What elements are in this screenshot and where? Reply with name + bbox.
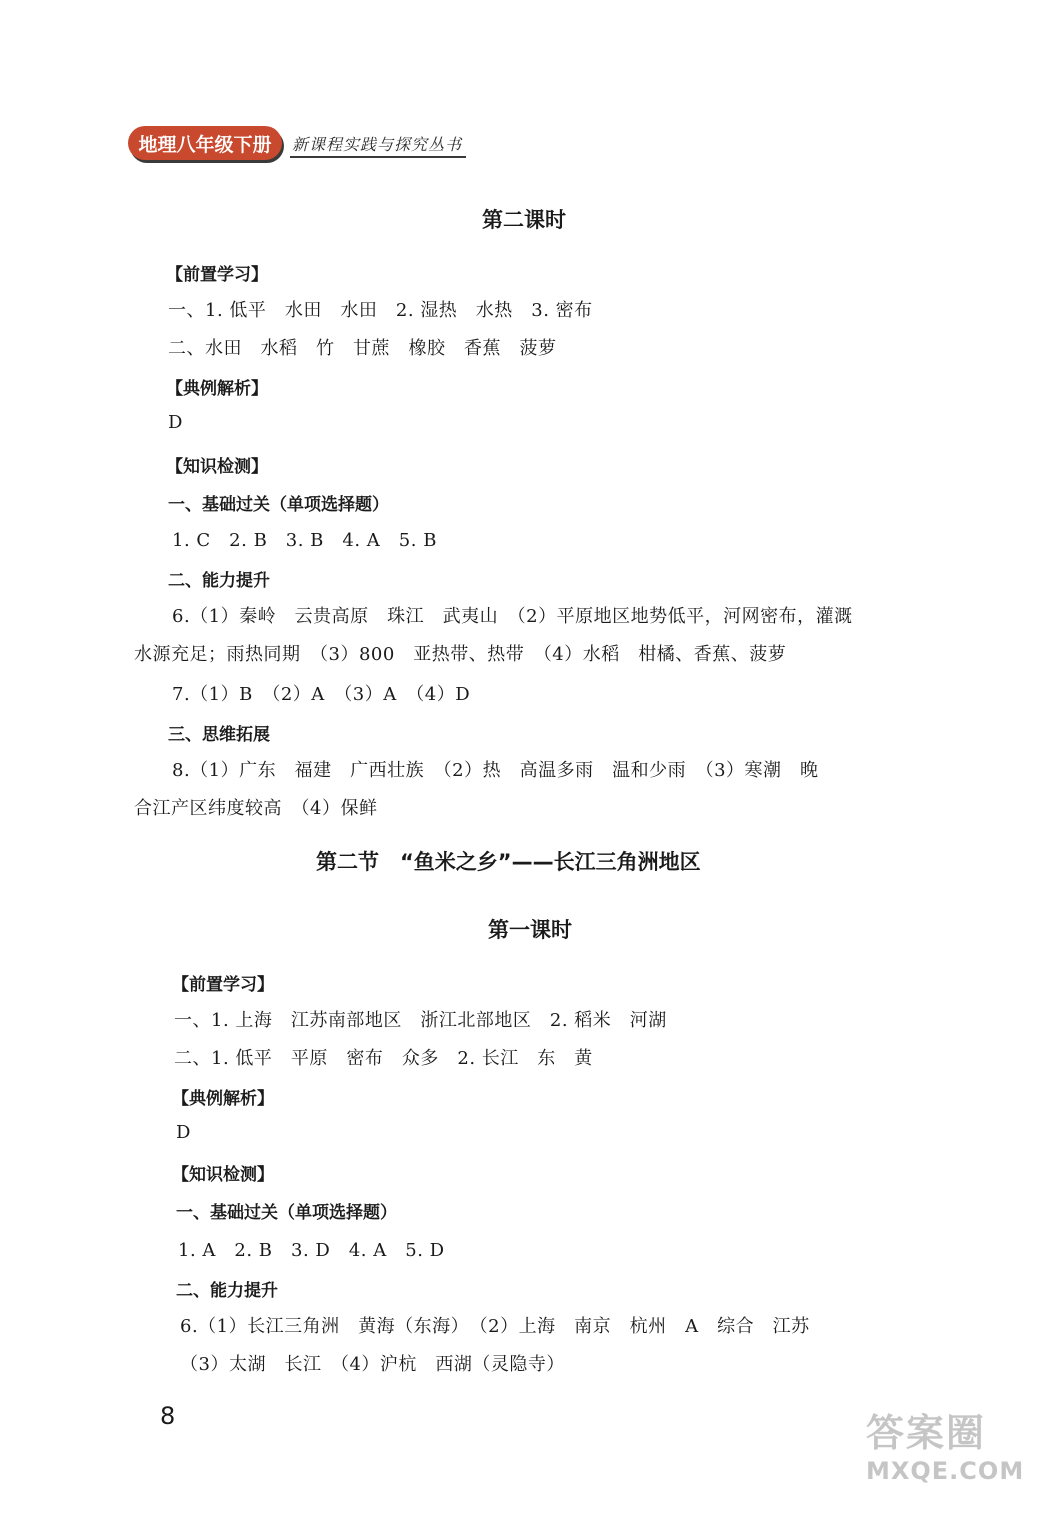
page-number: 8 [160,1402,176,1430]
answer-line: 1. C 2. B 3. B 4. A 5. B [172,530,437,551]
answer-line: 1. A 2. B 3. D 4. A 5. D [178,1240,445,1261]
subsection-basic: 一、基础过关（单项选择题） [168,495,389,515]
section-example: 【典例解析】 [166,379,268,399]
series-underline [290,156,466,158]
lesson-title: 第二课时 [482,208,566,232]
section-pre-study: 【前置学习】 [166,265,268,285]
watermark-logo [866,1402,1025,1512]
series-title: 新课程实践与探究丛书 [292,135,463,154]
answer-line: 6.（1）秦岭 云贵高原 珠江 武夷山 （2）平原地区地势低平，河网密布，灌溉 [172,606,853,627]
answer-line: D [176,1122,191,1143]
answer-line: 水源充足；雨热同期 （3）800 亚热带、热带 （4）水稻 柑橘、香蕉、菠萝 [134,644,787,665]
section-example: 【典例解析】 [172,1089,274,1109]
header-badge-text: 地理八年级下册 [138,133,272,156]
answer-line: 二、1. 低平 平原 密布 众多 2. 长江 东 黄 [174,1048,593,1069]
watermark-url: MXQE.COM [866,1457,1025,1485]
answer-line: D [168,412,183,433]
watermark-text: 答案圈 [866,1411,987,1455]
answer-line: 二、水田 水稻 竹 甘蔗 橡胶 香蕉 菠萝 [168,338,557,359]
subsection-basic: 一、基础过关（单项选择题） [176,1203,397,1223]
subsection-ability: 二、能力提升 [176,1281,278,1301]
answer-line: 合江产区纬度较高 （4）保鲜 [134,798,378,819]
answer-line: （3）太湖 长江 （4）沪杭 西湖（灵隐寺） [180,1354,565,1375]
subsection-ability: 二、能力提升 [168,571,270,591]
section-check: 【知识检测】 [172,1165,274,1185]
answer-line: 一、1. 上海 江苏南部地区 浙江北部地区 2. 稻米 河湖 [174,1010,667,1031]
lesson-title: 第一课时 [488,918,572,942]
header-badge [128,126,282,160]
subsection-thinking: 三、思维拓展 [168,725,270,745]
section-pre-study: 【前置学习】 [172,975,274,995]
answer-line: 7.（1）B （2）A （3）A （4）D [172,684,471,705]
section-title: 第二节 “鱼米之乡”——长江三角洲地区 [316,850,701,874]
answer-line: 6.（1）长江三角洲 黄海（东海） （2）上海 南京 杭州 A 综合 江苏 [180,1316,810,1337]
section-check: 【知识检测】 [166,457,268,477]
answer-line: 一、1. 低平 水田 水田 2. 湿热 水热 3. 密布 [168,300,593,321]
answer-line: 8.（1）广东 福建 广西壮族 （2）热 高温多雨 温和少雨 （3）寒潮 晚 [172,760,819,781]
